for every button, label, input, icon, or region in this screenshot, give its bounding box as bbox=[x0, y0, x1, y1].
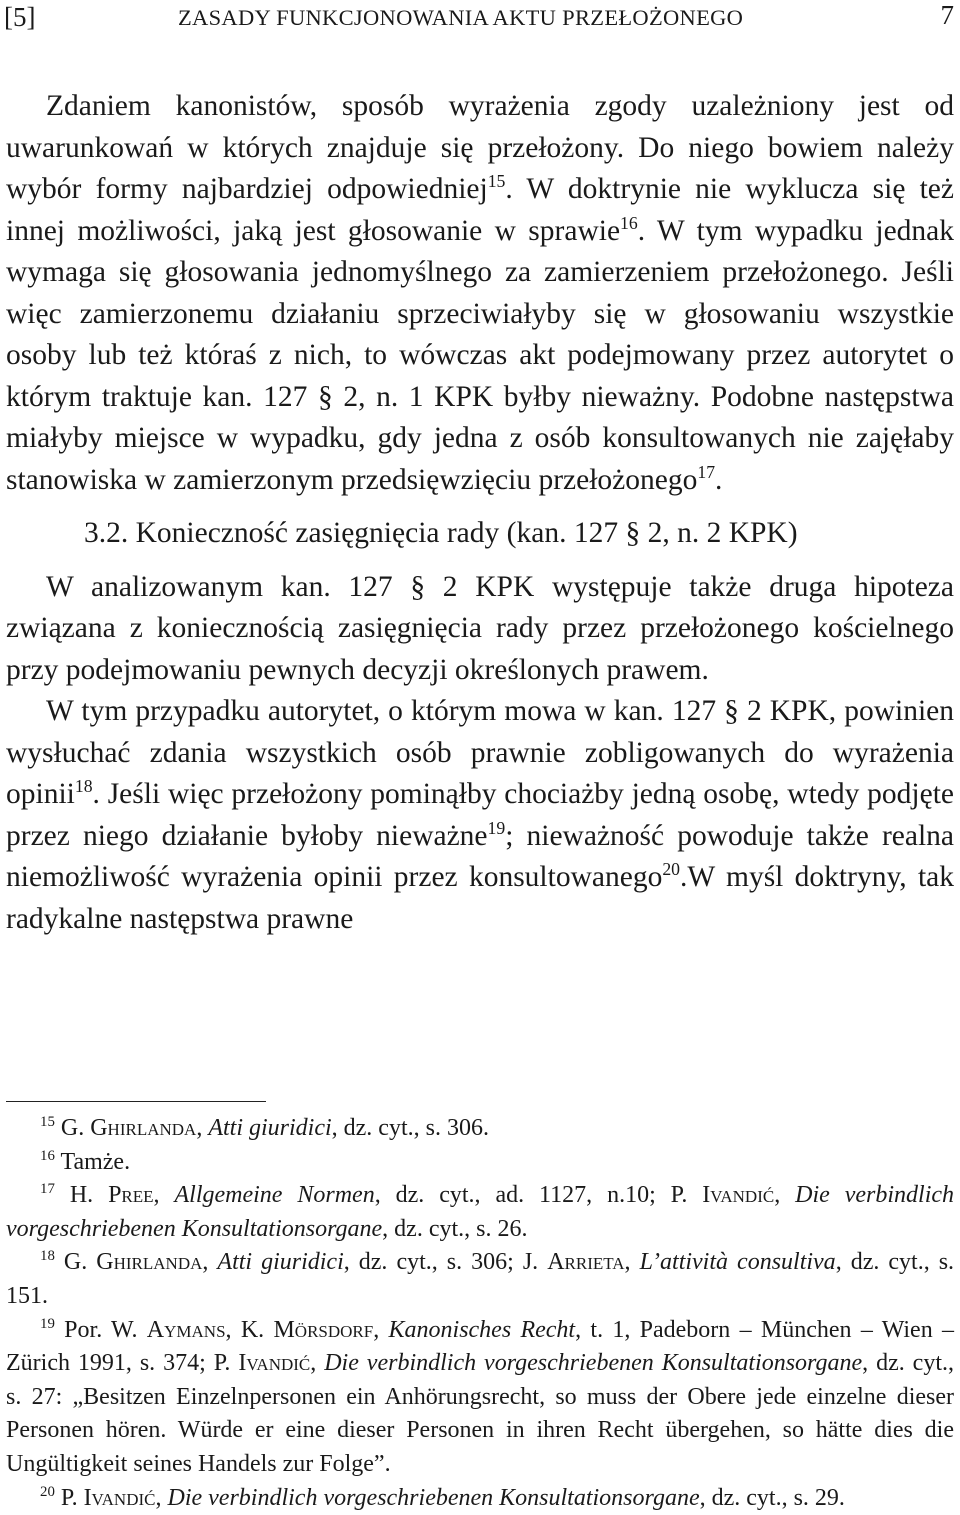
footnote-ref-19[interactable]: 19 bbox=[487, 817, 506, 838]
section-heading: 3.2. Konieczność zasięgnięcia rady (kan. 127 § 2, n. 2 KPK) bbox=[84, 517, 798, 549]
footnote-18: $^{18}$ G. Ghirlanda, Atti giuridici, dz. cyt., s. 306; J. Arrieta, L’attività consultiva, dz. cyt., s. 151. bbox=[6, 1248, 955, 1309]
body-text bbox=[6, 86, 954, 940]
running-title: ZASADY FUNKCJONOWANIA AKTU PRZEŁOŻONEGO bbox=[178, 5, 744, 30]
footnote-20: $^{20}$ P. Ivandić, Die verbindlich vorgeschriebenen Konsultationsorgane, dz. cyt., s. 29. bbox=[40, 1483, 845, 1511]
footnote-19: $^{19}$ Por. W. Aymans, K. Mörsdorf, Kanonisches Recht, t. 1, Padeborn – München – Wien – Zürich 1991, s. 374; P. Ivandić, Die verbindlich vorgeschriebenen Konsultationsorgane, dz. cyt., s. 27: „Besitzen Einzelnpersonen ein Anhörungsrecht, so muss der Obere jede einzelne dieser Personen hören. Würde er eine dieser Personen in ihren Recht übergehen, so hätte dies die Ungültigkeit seines Handels zur Folge”. bbox=[6, 1315, 955, 1477]
footnote-16: $^{16}$ Tamże. bbox=[40, 1147, 131, 1175]
footnote-ref-16[interactable]: 16 bbox=[620, 212, 638, 233]
footnote-15: $^{15}$ G. Ghirlanda, Atti giuridici, dz. cyt., s. 306. bbox=[40, 1114, 489, 1141]
paragraph-3: W tym przypadku autorytet, o którym mowa w kan. 127 § 2 KPK, powinien wysłuchać zdania wszystkich osób prawnie zobligowanych do wyrażenia opinii$^{18}$. Jeśli więc przełożony pominąłby chociażby jedną osobę, wtedy podjęte przez niego działanie byłoby nieważne$^{19}$; nieważność powoduje także realna niemożliwość wyrażenia opinii przez konsultowanego$^{20}$.W myśl doktryny, tak radykalne następstwa prawne bbox=[6, 695, 955, 935]
footnote-ref-18[interactable]: 18 bbox=[74, 776, 93, 797]
footnotes bbox=[6, 1112, 954, 1515]
running-header bbox=[0, 0, 960, 36]
footnote-ref-20[interactable]: 20 bbox=[662, 859, 681, 880]
footnote-divider bbox=[6, 1101, 266, 1102]
paragraph-1: Zdaniem kanonistów, sposób wyrażenia zgody uzależniony jest od uwarunkowań w których znajduje się przełożony. Do niego bowiem należy wybór formy najbardziej odpowiedniej$^{15}$. W doktrynie nie wyklucza się też innej możliwości, jaką jest głosowanie w sprawie$^{16}$. W tym wypadku jednak wymaga się głosowania jednomyślnego za zamierzeniem przełożonego. Jeśli więc zamierzonemu działaniu sprzeciwiałyby się w głosowaniu wszystkie osoby lub też któraś z nich, to wówczas akt podejmowany przez autorytet o którym traktuje kan. 127 § 2, n. 1 KPK byłby nieważny. Podobne następstwa miałyby miejsce w wypadku, gdy jedna z osób konsultowanych nie zajęłaby stanowiska w zamierzonym przedsięwzięciu przełożonego$^{17}$. bbox=[6, 90, 955, 496]
footnote-ref-17[interactable]: 17 bbox=[697, 461, 716, 482]
section-number: [5] bbox=[4, 2, 36, 32]
footnote-17: $^{17}$ H. Pree, Allgemeine Normen, dz. cyt., ad. 1127, n.10; P. Ivandić, Die verbindlich vorgeschriebenen Konsultationsorgane, dz. cyt., s. 26. bbox=[6, 1181, 955, 1242]
footnote-ref-15[interactable]: 15 bbox=[487, 171, 506, 192]
paragraph-2: W analizowanym kan. 127 § 2 KPK występuje także druga hipoteza związana z koniecznością zasięgnięcia rady przez przełożonego kościelnego przy podejmowaniu pewnych decyzji określonych prawem. bbox=[6, 570, 954, 686]
page-number: 7 bbox=[940, 0, 954, 30]
